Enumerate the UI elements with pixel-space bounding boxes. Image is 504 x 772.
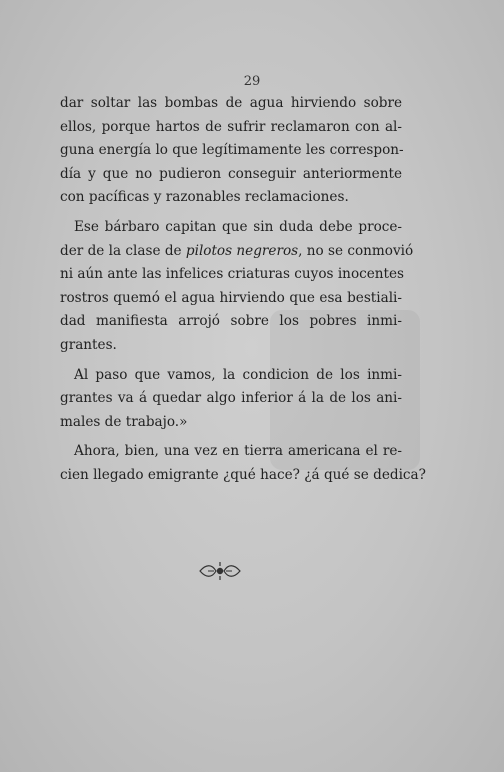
text-line: rostros quemó el agua hirviendo que esa bestiali- (60, 289, 402, 306)
text-line: Ese bárbaro capitan que sin duda debe proce- (74, 218, 402, 235)
text-line: grantes va á quedar algo inferior á la de los ani- (60, 390, 402, 407)
page-number: 29 (243, 74, 261, 89)
text-line: cien llegado emigrante ¿qué hace? ¿á qué se dedica? (60, 466, 426, 483)
text-line: dad manifiesta arrojó sobre los pobres inmi- (60, 313, 402, 330)
body-text (60, 92, 426, 488)
text-line: males de trabajo.» (60, 413, 188, 430)
text-line: ni aún ante las infelices criaturas cuyos inocentes (60, 266, 405, 283)
text-line: con pacíficas y razonables reclamaciones. (60, 189, 349, 206)
text-line: guna energía lo que legítimamente les correspon- (60, 142, 404, 159)
text-line: ellos, porque hartos de sufrir reclamaron con al- (60, 118, 402, 135)
floral-ornament-icon (198, 560, 242, 582)
text-line: der de la clase de pilotos negreros, no se conmovió (60, 242, 414, 259)
text-line: grantes. (60, 336, 117, 353)
text-line: día y que no pudieron conseguir anteriormente (60, 165, 402, 182)
italic-phrase: pilotos negreros (185, 242, 299, 259)
text-line: Ahora, bien, una vez en tierra americana el re- (74, 443, 402, 460)
text-line: Al paso que vamos, la condicion de los inmi- (74, 366, 402, 383)
text-line: dar soltar las bombas de agua hirviendo sobre (60, 95, 402, 111)
